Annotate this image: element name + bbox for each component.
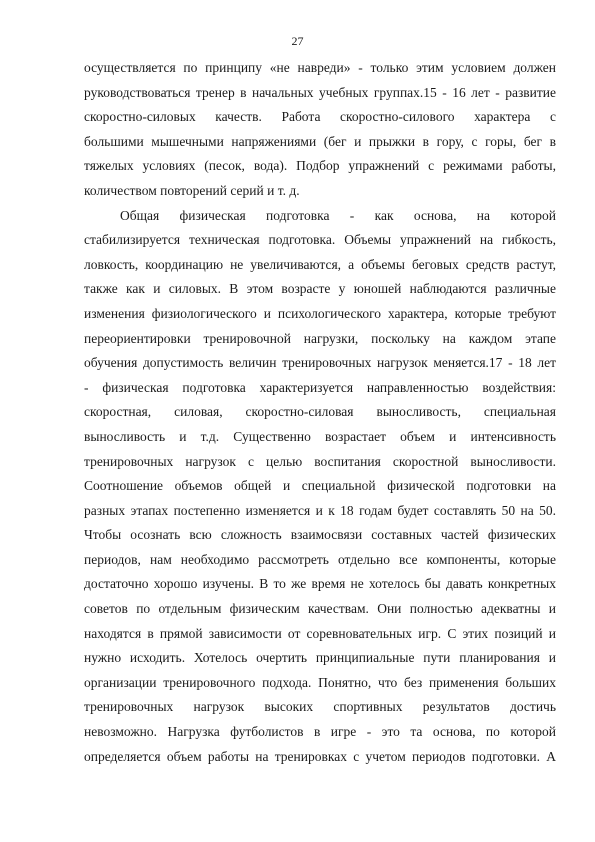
text-line: организации тренировочного подхода. Понятно, что без применения больших: [84, 674, 556, 690]
text-line: нужно исходить. Хотелось очертить принципиальные пути планирования и: [84, 650, 556, 666]
text-line: определяется объем работы на тренировках с учетом периодов подготовки. А: [84, 748, 556, 764]
text-line: находятся в прямой зависимости от соревновательных игр. С этих позиций и: [84, 625, 556, 641]
text-line: большими мышечными напряжениями (бег и прыжки в гору, с горы, бег в: [84, 133, 556, 149]
text-line: разных этапах постепенно изменяется и к 18 годам будет составлять 50 на 50.: [84, 502, 556, 518]
text-line: также как и силовых. В этом возрасте у юношей наблюдаются различные: [84, 281, 556, 297]
paragraph-1: [84, 56, 556, 204]
text-line: скоростно-силовых качеств. Работа скоростно-силового характера с: [84, 109, 556, 125]
text-line: скоростная, силовая, скоростно-силовая выносливость, специальная: [84, 404, 556, 420]
text-line: осуществляется по принципу «не навреди» - только этим условием должен: [84, 60, 556, 75]
text-line: достаточно хорошо изучены. В то же время не хотелось бы давать конкретных: [84, 576, 556, 592]
body-text: [84, 56, 556, 769]
text-line: переориентировки тренировочной нагрузки, поскольку на каждом этапе: [84, 330, 556, 346]
text-line: тренировочных нагрузок с целью воспитания скоростной выносливости.: [84, 453, 556, 469]
text-line: обучения допустимость величин тренировочных нагрузок меняется.17 - 18 лет: [84, 355, 556, 371]
text-line: Общая физическая подготовка - как основа, на которой: [120, 207, 556, 223]
text-line: Чтобы осознать всю сложность взаимосвязи составных частей физических: [84, 527, 556, 543]
text-line: стабилизируется техническая подготовка. Объемы упражнений на гибкость,: [84, 232, 556, 248]
text-line: изменения физиологического и психологического характера, которые требуют: [84, 305, 556, 321]
text-line: ловкость, координацию не увеличиваются, а объемы беговых средств растут,: [84, 256, 556, 272]
text-line: руководствоваться тренер в начальных учебных группах.15 - 16 лет - развитие: [84, 84, 556, 100]
text-line: - физическая подготовка характеризуется направленностью воздействия:: [84, 379, 556, 395]
text-line: выносливость и т.д. Существенно возрастает объем и интенсивность: [84, 428, 556, 444]
text-line: невозможно. Нагрузка футболистов в игре - это та основа, по которой: [84, 724, 556, 740]
text-line: тяжелых условиях (песок, вода). Подбор упражнений с режимами работы,: [84, 158, 556, 174]
text-line: советов по отдельным физическим качествам. Они полностью адекватны и: [84, 601, 556, 617]
text-line: тренировочных нагрузок высоких спортивных результатов достичь: [84, 699, 556, 715]
paragraph-2: [84, 204, 556, 770]
text-line: периодов, нам необходимо рассмотреть отдельно все компоненты, которые: [84, 551, 556, 567]
text-line: Соотношение объемов общей и специальной физической подготовки на: [84, 478, 556, 494]
text-line: количеством повторений серий и т. д.: [84, 182, 300, 198]
page-number: 27: [291, 34, 304, 48]
